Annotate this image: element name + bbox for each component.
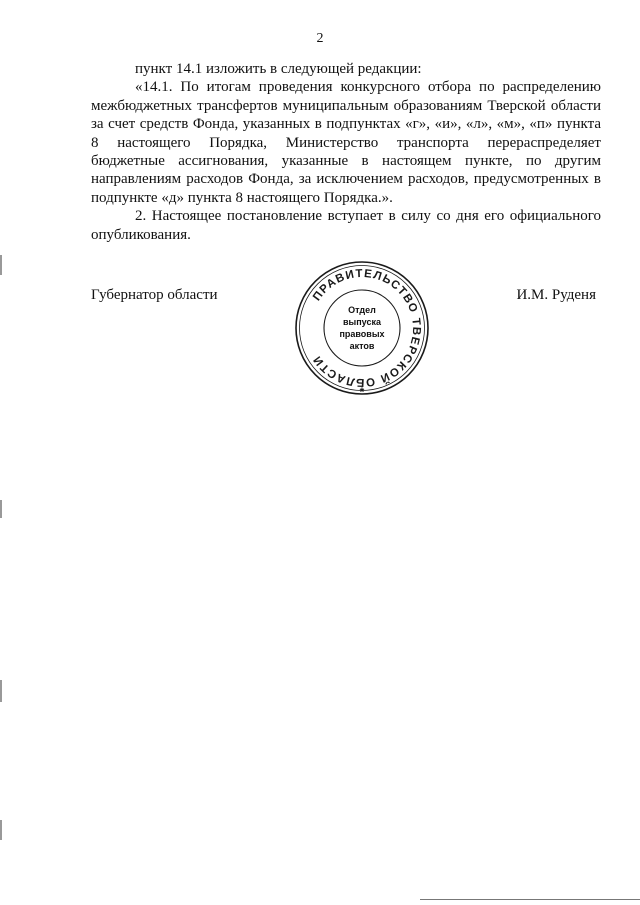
scan-edge-mark xyxy=(0,500,2,518)
scan-bottom-line xyxy=(420,899,640,900)
document-body xyxy=(91,60,601,244)
seal-center-line: Отдел xyxy=(348,305,376,315)
official-seal xyxy=(292,258,432,398)
seal-center-line: выпуска xyxy=(343,317,381,327)
scan-edge-mark xyxy=(0,820,2,840)
signatory-title: Губернатор области xyxy=(91,287,218,303)
scan-edge-mark xyxy=(0,680,2,702)
paragraph-amendment-intro: пункт 14.1 изложить в следующей редакции: xyxy=(135,61,422,77)
paragraph-effective-date: 2. Настоящее постановление вступает в силу со дня его официального опубликования. xyxy=(91,208,601,243)
scan-edge-mark xyxy=(0,255,2,275)
signatory-name: И.М. Руденя xyxy=(516,287,596,303)
page-number: 2 xyxy=(316,31,324,46)
seal-ring-text: ПРАВИТЕЛЬСТВО ТВЕРСКОЙ ОБЛАСТИ xyxy=(310,267,423,389)
seal-center-line: актов xyxy=(349,341,375,351)
paragraph-clause-14-1: «14.1. По итогам проведения конкурсного отбора по распределению межбюджетных трансфертов муниципальным образованиям Тверской области за счет средств Фонда, указанных в подпунктах «г», «и», «л», «м», «п» пункта 8 настоящего Порядка, Министерство транспорта перераспределяет бюджетные ассигнования, указанные в настоящем пункте, по другим направлениям расходов Фонда, за исключением расходов, предусмотренных в подпункте «д» пункта 8 настоящего Порядка.». xyxy=(91,79,601,206)
seal-center-line: правовых xyxy=(339,329,385,339)
seal-center-text xyxy=(330,295,394,361)
seal-star: * xyxy=(359,385,365,398)
